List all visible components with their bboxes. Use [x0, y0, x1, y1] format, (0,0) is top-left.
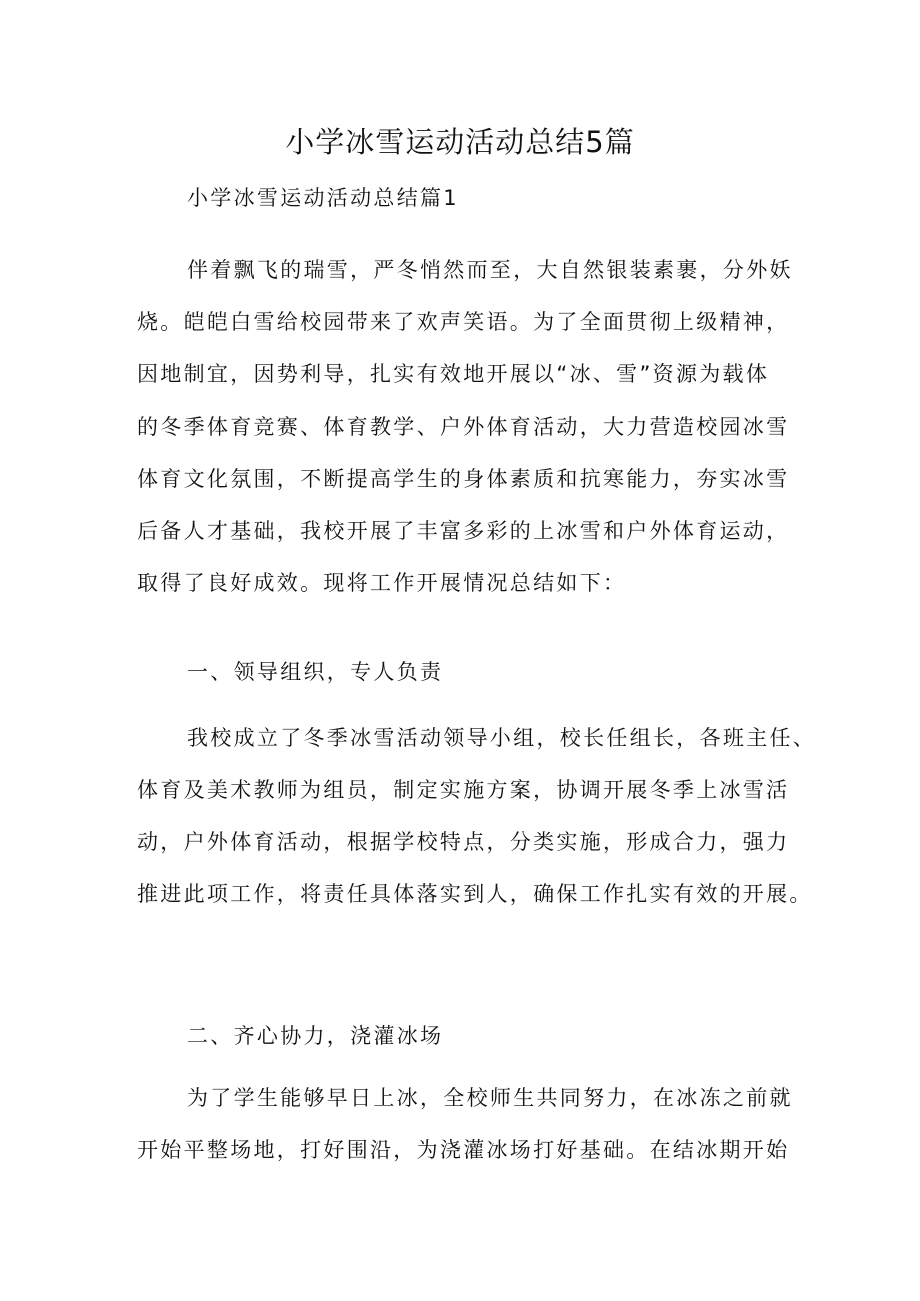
document-title: 小学冰雪运动活动总结5篇: [285, 125, 635, 159]
section-subtitle: 小学冰雪运动活动总结篇1: [187, 186, 459, 210]
section-heading-2: 二、齐心协力，浇灌冰场: [187, 1024, 444, 1048]
text-line: 推进此项工作，将责任具体落实到人，确保工作扎实有效的开展。: [137, 882, 813, 906]
text-line: 体育文化氛围，不断提高学生的身体素质和抗寒能力，夯实冰雪: [137, 467, 790, 491]
text-line: 的冬季体育竞赛、体育教学、户外体育活动，大力营造校园冰雪: [137, 415, 790, 439]
text-line: 因地制宜，因势利导，扎实有效地开展以“冰、雪”资源为载体: [137, 362, 770, 386]
text-line: 我校成立了冬季冰雪活动领导小组，校长任组长，各班主任、: [187, 726, 817, 750]
text-line: 为了学生能够早日上冰，全校师生共同努力，在冰冻之前就: [187, 1086, 793, 1110]
text-line: 取得了良好成效。现将工作开展情况总结如下：: [137, 571, 627, 595]
text-line: 开始平整场地，打好围沿，为浇灌冰场打好基础。在结冰期开始: [137, 1138, 790, 1162]
section-heading-1: 一、领导组织，专人负责: [187, 660, 444, 684]
text-line: 伴着飘飞的瑞雪，严冬悄然而至，大自然银装素裹，分外妖: [187, 258, 793, 282]
text-line: 动，户外体育活动，根据学校特点，分类实施，形成合力，强力: [137, 830, 790, 854]
text-line: 体育及美术教师为组员，制定实施方案，协调开展冬季上冰雪活: [137, 778, 790, 802]
text-line: 后备人才基础，我校开展了丰富多彩的上冰雪和户外体育运动，: [137, 519, 790, 543]
text-line: 烧。皑皑白雪给校园带来了欢声笑语。为了全面贯彻上级精神，: [137, 310, 790, 334]
